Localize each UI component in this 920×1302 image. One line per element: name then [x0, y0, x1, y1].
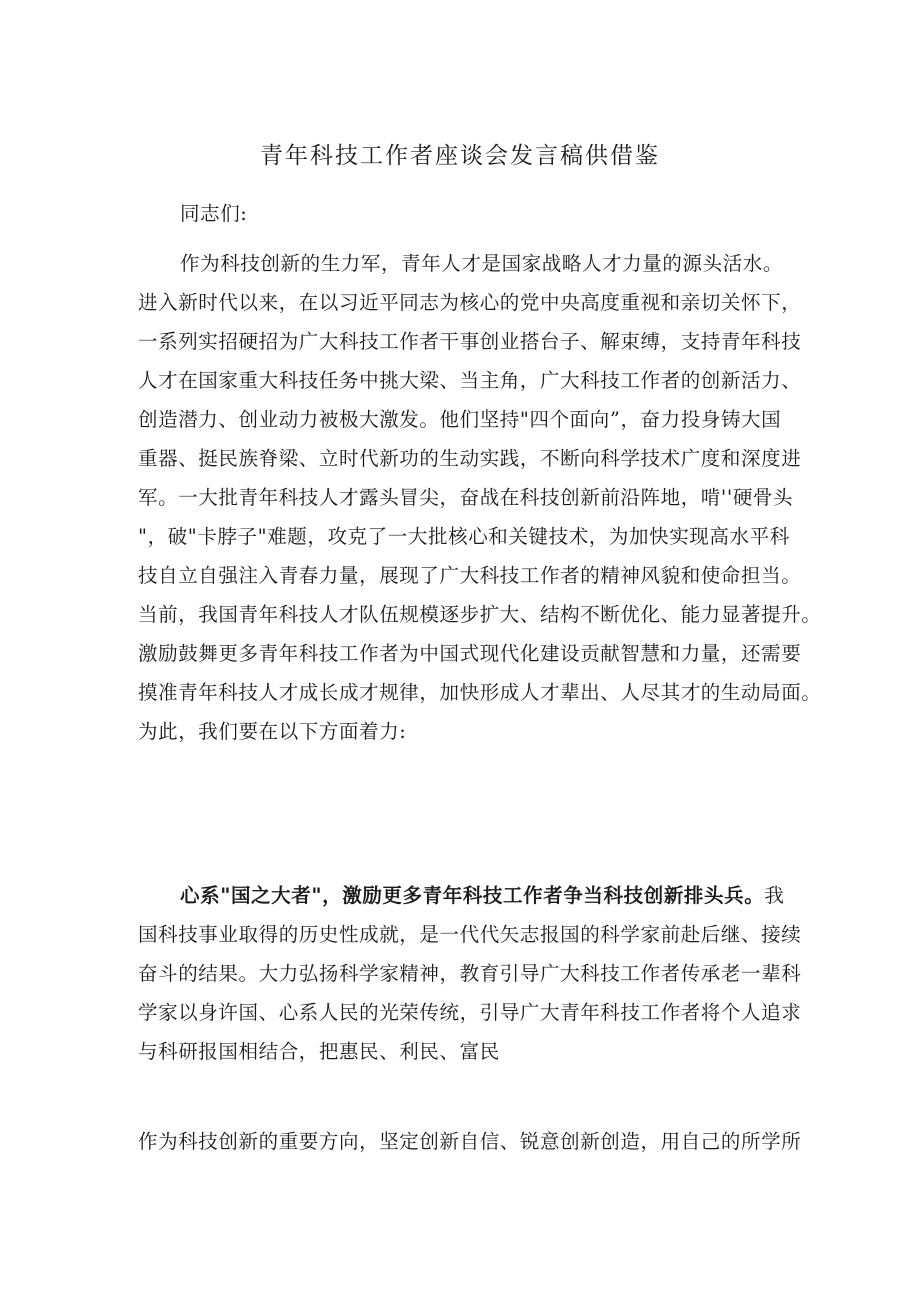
- document-title: 青年科技工作者座谈会发言稿供借鉴: [260, 143, 660, 169]
- paragraph-line: 当前，我国青年科技人才队伍规模逐步扩大、结构不断优化、能力显著提升。: [138, 603, 822, 626]
- paragraph-line: 人才在国家重大科技任务中挑大梁、当主角，广大科技工作者的创新活力、: [138, 369, 802, 392]
- paragraph-continuation: [138, 1122, 802, 1161]
- paragraph-line: 为此，我们要在以下方面着力:: [138, 720, 407, 743]
- paragraph-intro: [138, 244, 822, 751]
- paragraph-first-line: [138, 876, 796, 915]
- paragraph-line: 技自立自强注入青春力量，展现了广大科技工作者的精神风貌和使命担当。: [138, 564, 802, 587]
- paragraph-line: 与科研报国相结合，把惠民、利民、富民: [138, 1040, 500, 1063]
- section-heading-continuation: 我: [764, 884, 785, 907]
- paragraph-line: 重器、挺民族脊梁、立时代新功的生动实践，不断向科学技术广度和深度进: [138, 447, 802, 470]
- paragraph-line: 创造潜力、创业动力被极大激发。他们坚持"四个面向”，奋力投身铸大国: [138, 408, 782, 431]
- salutation: [138, 194, 796, 233]
- paragraph-line: 一系列实招硬招为广大科技工作者干事创业搭台子、解束缚，支持青年科技: [138, 330, 802, 353]
- paragraph-line: "，破"卡脖子"难题，攻克了一大批核心和关键技术，为加快实现高水平科: [138, 525, 790, 548]
- paragraph-section-one: [138, 876, 802, 1071]
- paragraph-line: 作为科技创新的生力军，青年人才是国家战略人才力量的源头活水。: [180, 252, 784, 275]
- paragraph-line: 激励鼓舞更多青年科技工作者为中国式现代化建设贡献智慧和力量，还需要: [138, 642, 802, 665]
- paragraph-line: 国科技事业取得的历史性成就，是一代代矢志报国的科学家前赴后继、接续: [138, 923, 802, 946]
- paragraph-line: 进入新时代以来，在以习近平同志为核心的党中央高度重视和亲切关怀下，: [138, 291, 802, 314]
- paragraph-line: 奋斗的结果。大力弘扬科学家精神，教育引导广大科技工作者传承老一辈科: [138, 962, 802, 985]
- paragraph-line: 摸准青年科技人才成长成才规律，加快形成人才辈出、人尽其才的生动局面。: [138, 681, 822, 704]
- paragraph-line: 学家以身许国、心系人民的光荣传统，引导广大青年科技工作者将个人追求: [138, 1001, 802, 1024]
- paragraph-line: 作为科技创新的重要方向，坚定创新自信、锐意创新创造，用自己的所学所: [138, 1130, 802, 1153]
- salutation-text: 同志们:: [180, 202, 248, 225]
- paragraph-line: 军。一大批青年科技人才露头冒尖，奋战在科技创新前沿阵地，啃''硬骨头: [138, 486, 794, 509]
- section-heading: 心系"国之大者"，激励更多青年科技工作者争当科技创新排头兵。: [180, 884, 765, 907]
